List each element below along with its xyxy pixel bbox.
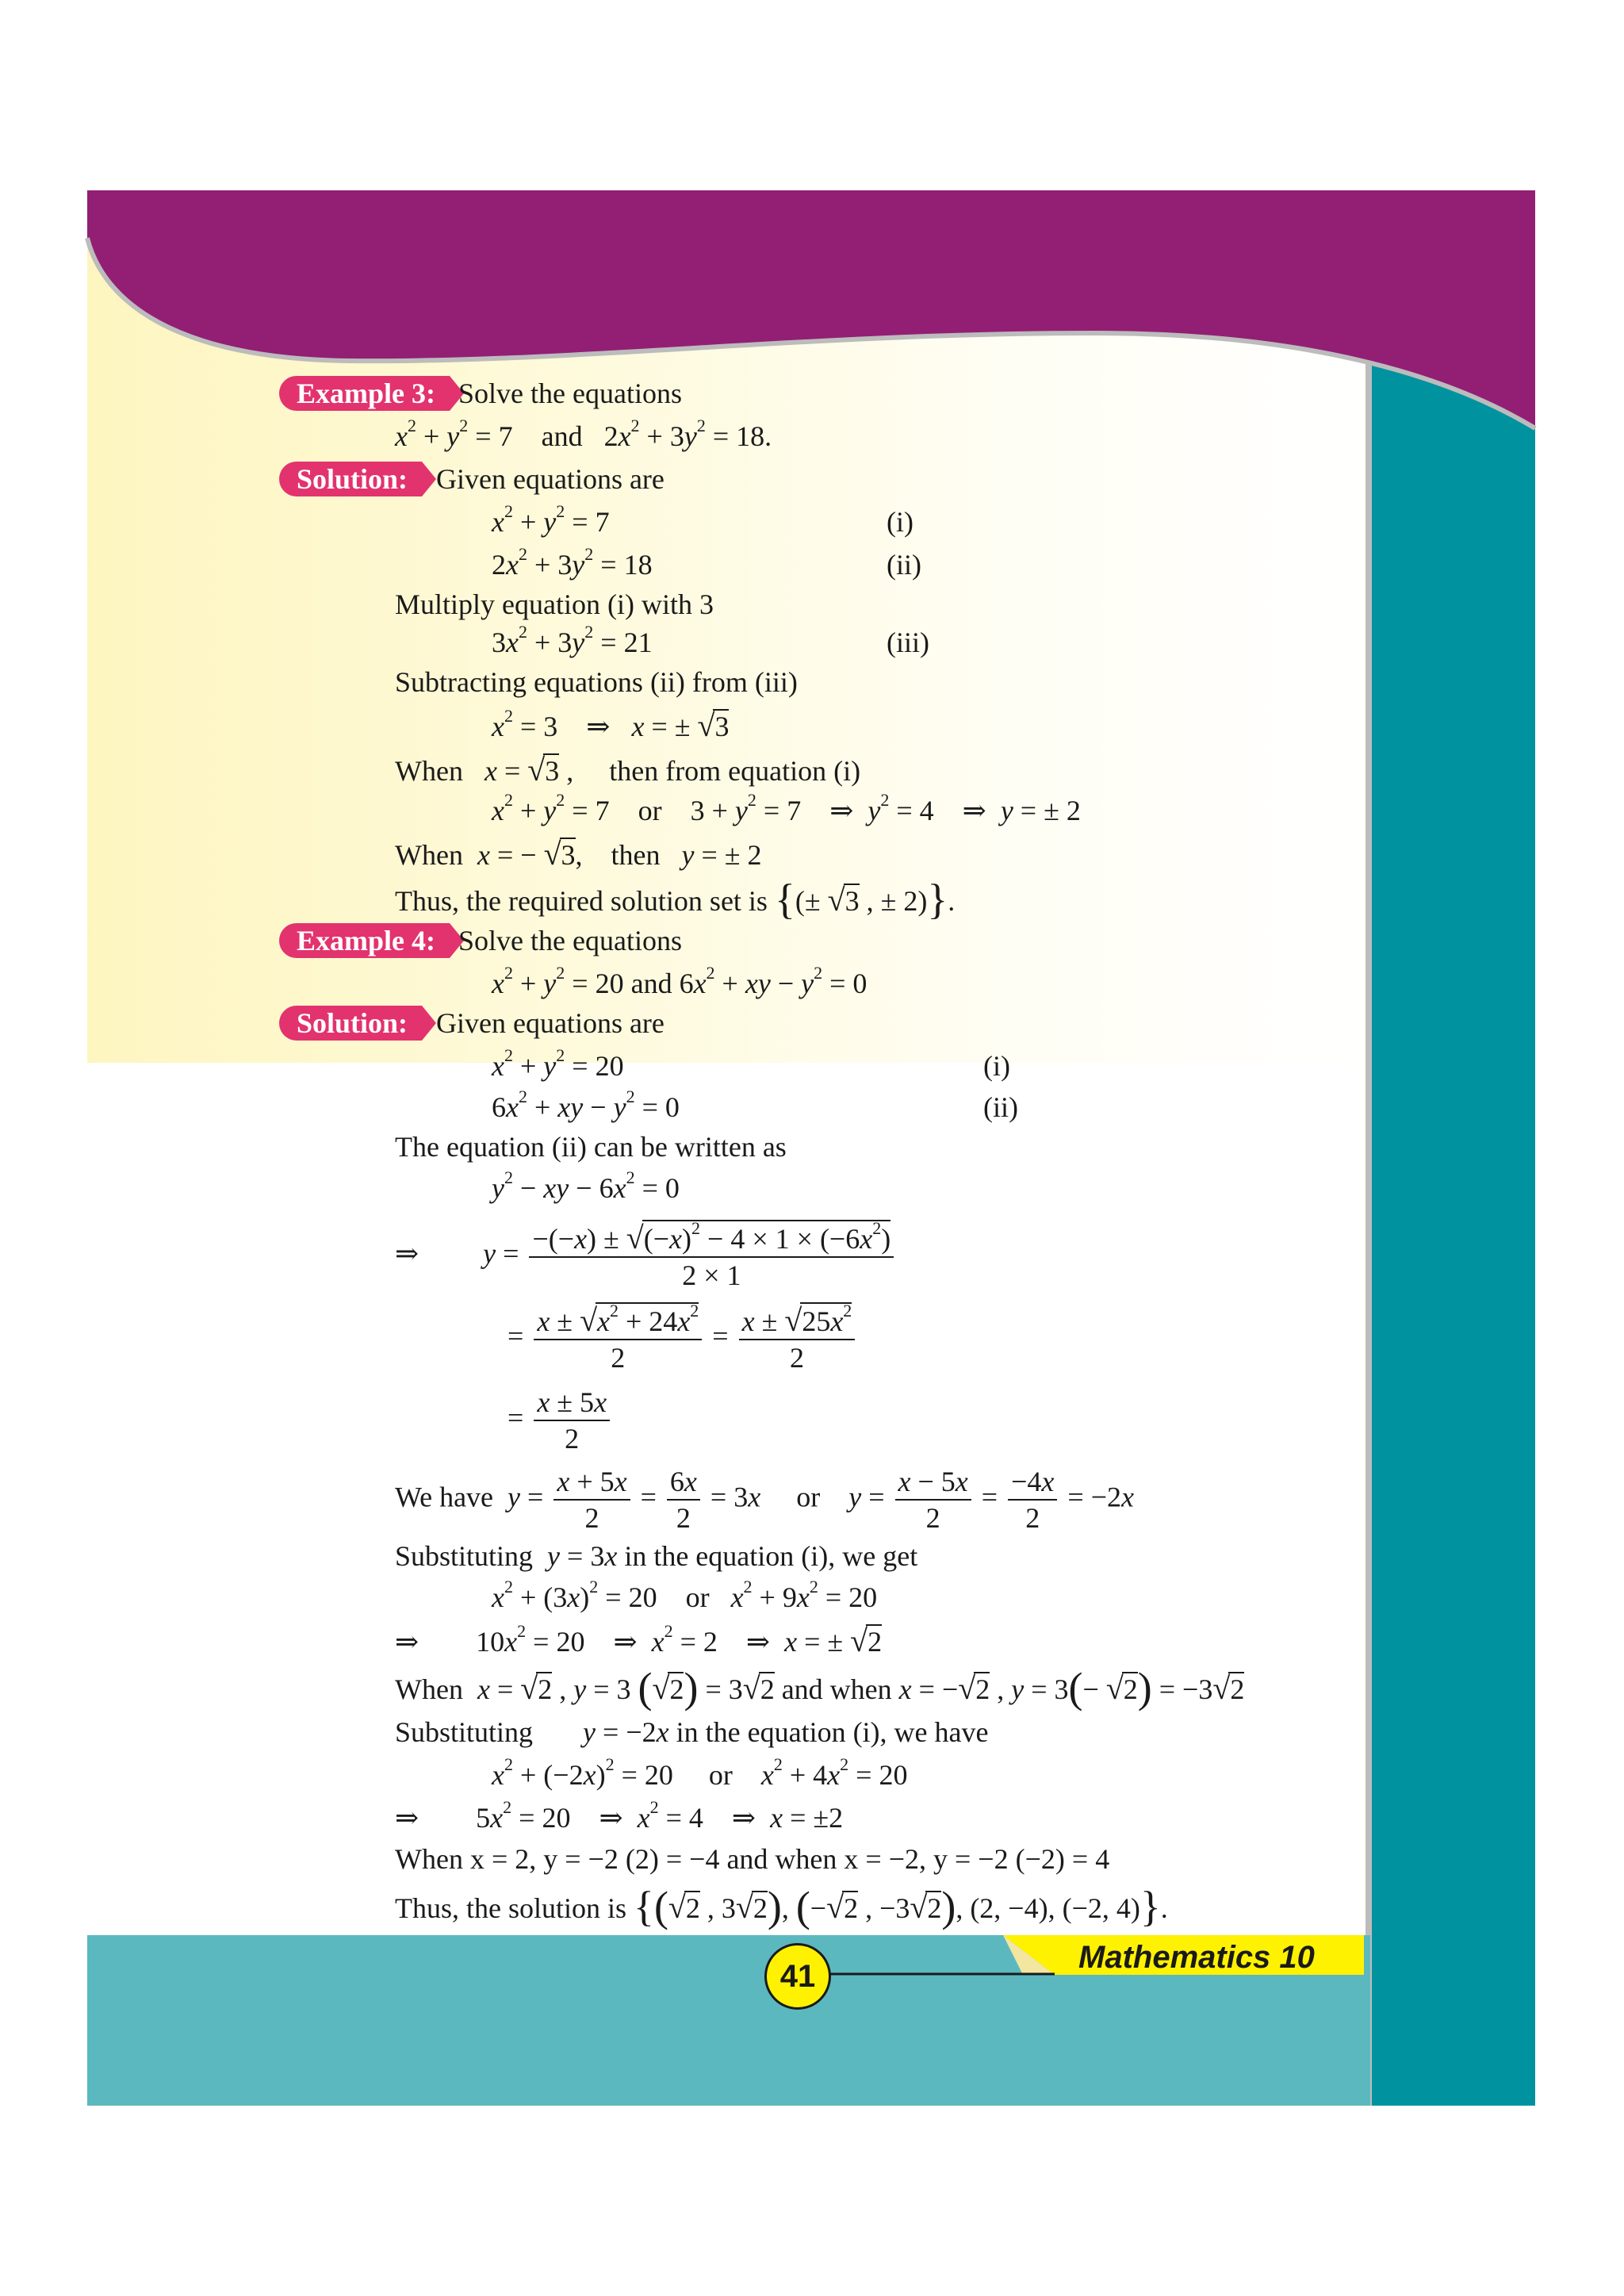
ex3-subtract: Subtracting equations (ii) from (iii) bbox=[395, 666, 798, 698]
book-title: Mathematics 10 bbox=[1078, 1940, 1315, 1975]
page-number: 41 bbox=[764, 1943, 831, 2010]
ex3-when2: When x = − √3, then y = ± 2 bbox=[395, 836, 762, 872]
ex3-eq1: $x^2 + y^2 = 7$ bbox=[492, 501, 610, 538]
ex3-equations: $x^2 + y^2 = 7$ and $2x^2 + 3y^2 = 18$. bbox=[395, 416, 772, 452]
ex4-subst1-result: ⇒ $10x^2 = 20$ ⇒ $x^2 = 2$ ⇒ x = ± √2 bbox=[395, 1621, 883, 1658]
right-teal-band bbox=[1370, 190, 1535, 2106]
ex4-thus: Thus, the solution is {(√2 , 3√2), (−√2 , −3√2), (2, −4), (−2, 4)}. bbox=[395, 1883, 1168, 1930]
example-3-prompt: Solve the equations bbox=[458, 378, 682, 409]
ex4-subst2-eq: $x^2 + (-2x)^2 = 20$ or $x^2 + 4x^2 = 20$ bbox=[492, 1754, 908, 1791]
ex4-quadratic: $y^2$ − xy − $6x^2 = 0$ bbox=[492, 1167, 680, 1204]
ex4-eq-no-1: (i) bbox=[983, 1050, 1010, 1082]
right-band-shadow bbox=[1365, 349, 1372, 2106]
ex4-subst1-eq: $x^2 + (3x)^2 = 20$ or $x^2 + 9x^2 = 20$ bbox=[492, 1577, 878, 1613]
ex4-when-line: When x = 2, y = −2 (2) = −4 and when x = −2, y = −2 (−2) = 4 bbox=[395, 1843, 1110, 1875]
ex3-y-value: $x^2 + y^2 = 7$ or $3 + y^2 = 7$ ⇒ $y^2 = 4$ ⇒ y = ± 2 bbox=[492, 790, 1081, 826]
ex3-eq-no-2: (ii) bbox=[887, 549, 921, 581]
example-4-prompt: Solve the equations bbox=[458, 925, 682, 956]
ex4-eq-no-2: (ii) bbox=[983, 1091, 1018, 1123]
ex4-subst1: Substituting y = 3x in the equation (i), we get bbox=[395, 1540, 918, 1572]
ex3-thus: Thus, the required solution set is {(± √3 , ± 2)}. bbox=[395, 876, 956, 923]
ex3-eq2: $2x^2 + 3y^2 = 18$ bbox=[492, 544, 653, 581]
ex3-eq3: $3x^2 + 3y^2 = 21$ bbox=[492, 622, 653, 658]
ex4-subst2: Substituting y = −2x in the equation (i), we have bbox=[395, 1716, 989, 1748]
ex3-eq-no-1: (i) bbox=[887, 506, 914, 538]
ex4-solution-label: Solution: bbox=[279, 1006, 422, 1041]
ex4-simplify-1: = $\frac{x \pm √x^2 + 24x^2}{2}$ = $\frac{x \pm √25x^2}{2}$ bbox=[508, 1302, 858, 1375]
ex3-given: Given equations are bbox=[436, 463, 665, 495]
ex4-given: Given equations are bbox=[436, 1007, 665, 1039]
ex4-subst2-result: ⇒ $5x^2 = 20$ ⇒ $x^2 = 4$ ⇒ x = ±2 bbox=[395, 1797, 844, 1834]
ex3-eq-no-3: (iii) bbox=[887, 627, 929, 658]
ex3-when1: When x = √3 , then from equation (i) bbox=[395, 752, 861, 788]
ex4-simplify-2: = $\frac{x \pm 5x}{2}$ bbox=[508, 1385, 613, 1456]
ex4-when-root2: When x = √2 , y = 3 (√2) = 3√2 and when x = −√2 , y = 3(− √2) = −3√2 bbox=[395, 1664, 1245, 1711]
ex4-eq1: $x^2 + y^2 = 20$ bbox=[492, 1045, 624, 1082]
example-3-label: Example 3: bbox=[279, 376, 450, 411]
ex3-x-value: $x^2 = 3$ ⇒ x = ± √3 bbox=[492, 706, 730, 743]
ex4-we-have: We have y = $\frac{x + 5x}{2}$ = $\frac{6x}{2}$ = 3x or y = $\frac{x - 5x}{2}$ = $\frac{-4x}{2}$ = −2x bbox=[395, 1466, 1134, 1534]
ex4-eq2: $6x^2$ + xy − $y^2 = 0$ bbox=[492, 1087, 680, 1123]
ex4-quadratic-formula: ⇒ y = $\frac{-(-x) \pm √(-x)^2 - 4 \times 1 \times (-6x^2)}{2 \times 1}$ bbox=[395, 1220, 897, 1293]
ex3-multiply: Multiply equation (i) with 3 bbox=[395, 588, 714, 620]
ex3-solution-label: Solution: bbox=[279, 462, 422, 496]
ex4-written: The equation (ii) can be written as bbox=[395, 1131, 787, 1163]
example-4-label: Example 4: bbox=[279, 923, 450, 958]
ex4-equations: $x^2 + y^2 = 20$ and $6x^2$ + xy − $y^2 = 0$ bbox=[492, 963, 868, 999]
